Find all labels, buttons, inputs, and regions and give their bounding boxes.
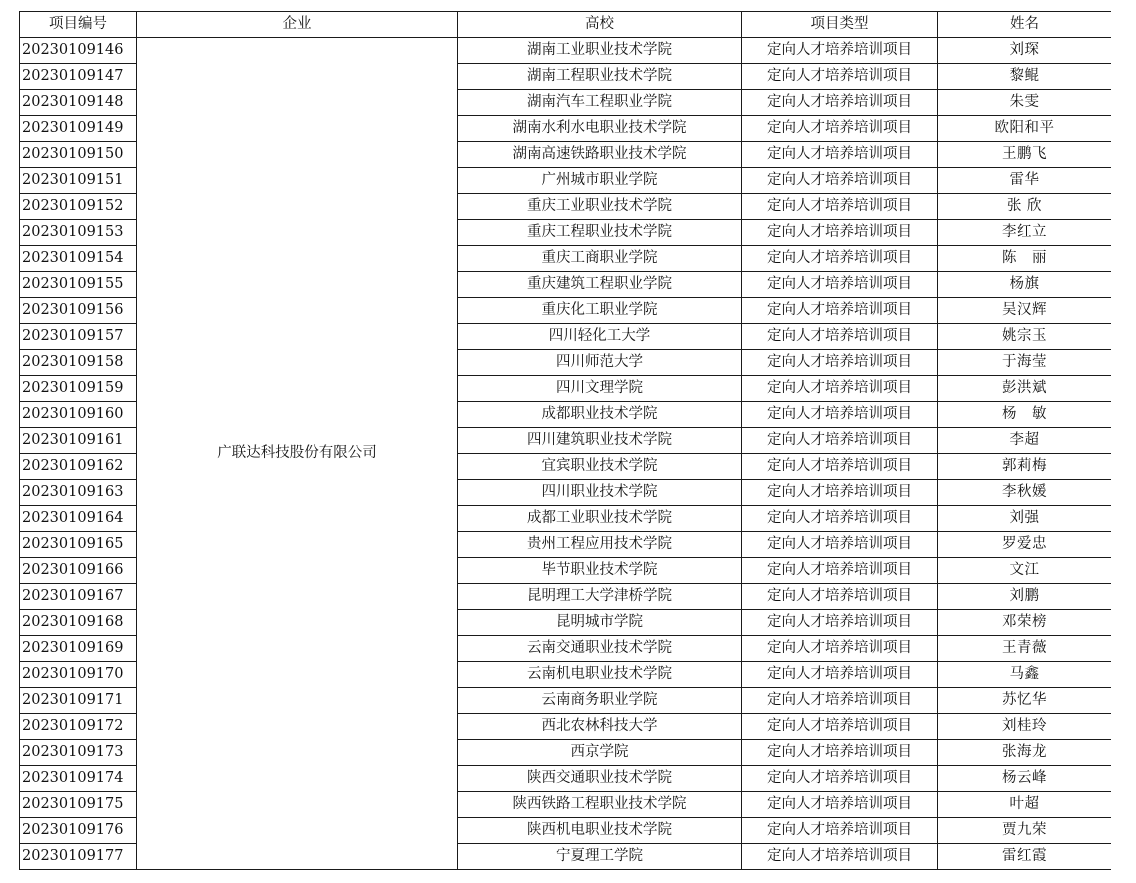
school-cell: 成都职业技术学院 — [458, 402, 742, 428]
header-name: 姓名 — [938, 12, 1112, 38]
project-type-cell: 定向人才培养培训项目 — [742, 766, 938, 792]
project-type-cell: 定向人才培养培训项目 — [742, 532, 938, 558]
project-id-cell: 20230109168 — [20, 610, 137, 636]
project-type-cell: 定向人才培养培训项目 — [742, 428, 938, 454]
project-type-cell: 定向人才培养培训项目 — [742, 584, 938, 610]
project-type-cell: 定向人才培养培训项目 — [742, 298, 938, 324]
project-type-cell: 定向人才培养培训项目 — [742, 714, 938, 740]
school-cell: 重庆工商职业学院 — [458, 246, 742, 272]
school-cell: 四川建筑职业技术学院 — [458, 428, 742, 454]
school-cell: 湖南水利水电职业技术学院 — [458, 116, 742, 142]
person-name-cell: 王鹏飞 — [938, 142, 1112, 168]
person-name-cell: 刘鹏 — [938, 584, 1112, 610]
person-name-cell: 李红立 — [938, 220, 1112, 246]
project-id-cell: 20230109156 — [20, 298, 137, 324]
project-id-cell: 20230109159 — [20, 376, 137, 402]
project-id-cell: 20230109173 — [20, 740, 137, 766]
person-name-cell: 姚宗玉 — [938, 324, 1112, 350]
person-name-cell: 王青薇 — [938, 636, 1112, 662]
person-name-cell: 雷华 — [938, 168, 1112, 194]
project-id-cell: 20230109155 — [20, 272, 137, 298]
school-cell: 湖南工业职业技术学院 — [458, 38, 742, 64]
project-type-cell: 定向人才培养培训项目 — [742, 272, 938, 298]
project-id-cell: 20230109169 — [20, 636, 137, 662]
project-id-cell: 20230109174 — [20, 766, 137, 792]
person-name-cell: 彭洪斌 — [938, 376, 1112, 402]
project-id-cell: 20230109170 — [20, 662, 137, 688]
project-type-cell: 定向人才培养培训项目 — [742, 350, 938, 376]
project-id-cell: 20230109148 — [20, 90, 137, 116]
school-cell: 昆明理工大学津桥学院 — [458, 584, 742, 610]
project-id-cell: 20230109176 — [20, 818, 137, 844]
project-type-cell: 定向人才培养培训项目 — [742, 454, 938, 480]
project-id-cell: 20230109164 — [20, 506, 137, 532]
person-name-cell: 刘桂玲 — [938, 714, 1112, 740]
project-id-cell: 20230109165 — [20, 532, 137, 558]
school-cell: 重庆建筑工程职业学院 — [458, 272, 742, 298]
project-type-cell: 定向人才培养培训项目 — [742, 506, 938, 532]
project-type-cell: 定向人才培养培训项目 — [742, 792, 938, 818]
person-name-cell: 李超 — [938, 428, 1112, 454]
project-type-cell: 定向人才培养培训项目 — [742, 142, 938, 168]
person-name-cell: 贾九荣 — [938, 818, 1112, 844]
person-name-cell: 李秋媛 — [938, 480, 1112, 506]
person-name-cell: 雷红霞 — [938, 844, 1112, 870]
project-type-cell: 定向人才培养培训项目 — [742, 844, 938, 870]
school-cell: 重庆工业职业技术学院 — [458, 194, 742, 220]
project-type-cell: 定向人才培养培训项目 — [742, 324, 938, 350]
person-name-cell: 杨云峰 — [938, 766, 1112, 792]
project-id-cell: 20230109177 — [20, 844, 137, 870]
project-id-cell: 20230109149 — [20, 116, 137, 142]
project-id-cell: 20230109157 — [20, 324, 137, 350]
project-type-cell: 定向人才培养培训项目 — [742, 376, 938, 402]
project-id-cell: 20230109171 — [20, 688, 137, 714]
school-cell: 昆明城市学院 — [458, 610, 742, 636]
school-cell: 湖南汽车工程职业学院 — [458, 90, 742, 116]
person-name-cell: 邓荣榜 — [938, 610, 1112, 636]
person-name-cell: 于海莹 — [938, 350, 1112, 376]
project-id-cell: 20230109146 — [20, 38, 137, 64]
project-id-cell: 20230109172 — [20, 714, 137, 740]
table-row — [20, 38, 1112, 64]
table-body — [20, 38, 1112, 870]
school-cell: 贵州工程应用技术学院 — [458, 532, 742, 558]
person-name-cell: 张 欣 — [938, 194, 1112, 220]
project-id-cell: 20230109154 — [20, 246, 137, 272]
header-project-id: 项目编号 — [20, 12, 137, 38]
project-type-cell: 定向人才培养培训项目 — [742, 402, 938, 428]
header-school: 高校 — [458, 12, 742, 38]
school-cell: 云南商务职业学院 — [458, 688, 742, 714]
school-cell: 宁夏理工学院 — [458, 844, 742, 870]
header-project-type: 项目类型 — [742, 12, 938, 38]
school-cell: 陕西机电职业技术学院 — [458, 818, 742, 844]
header-company: 企业 — [137, 12, 458, 38]
school-cell: 广州城市职业学院 — [458, 168, 742, 194]
project-id-cell: 20230109160 — [20, 402, 137, 428]
school-cell: 毕节职业技术学院 — [458, 558, 742, 584]
project-id-cell: 20230109150 — [20, 142, 137, 168]
project-type-cell: 定向人才培养培训项目 — [742, 90, 938, 116]
project-id-cell: 20230109158 — [20, 350, 137, 376]
project-id-cell: 20230109175 — [20, 792, 137, 818]
school-cell: 云南机电职业技术学院 — [458, 662, 742, 688]
project-type-cell: 定向人才培养培训项目 — [742, 688, 938, 714]
project-type-cell: 定向人才培养培训项目 — [742, 740, 938, 766]
person-name-cell: 苏忆华 — [938, 688, 1112, 714]
school-cell: 湖南高速铁路职业技术学院 — [458, 142, 742, 168]
person-name-cell: 朱雯 — [938, 90, 1112, 116]
school-cell: 四川师范大学 — [458, 350, 742, 376]
person-name-cell: 陈 丽 — [938, 246, 1112, 272]
school-cell: 成都工业职业技术学院 — [458, 506, 742, 532]
school-cell: 重庆工程职业技术学院 — [458, 220, 742, 246]
person-name-cell: 张海龙 — [938, 740, 1112, 766]
header-row — [20, 12, 1112, 38]
project-sheet — [19, 11, 1111, 883]
project-type-cell: 定向人才培养培训项目 — [742, 480, 938, 506]
project-id-cell: 20230109152 — [20, 194, 137, 220]
person-name-cell: 吴汉辉 — [938, 298, 1112, 324]
school-cell: 陕西交通职业技术学院 — [458, 766, 742, 792]
project-type-cell: 定向人才培养培训项目 — [742, 220, 938, 246]
person-name-cell: 杨 敏 — [938, 402, 1112, 428]
project-type-cell: 定向人才培养培训项目 — [742, 662, 938, 688]
person-name-cell: 杨旗 — [938, 272, 1112, 298]
school-cell: 四川文理学院 — [458, 376, 742, 402]
project-table — [19, 11, 1111, 870]
school-cell: 湖南工程职业技术学院 — [458, 64, 742, 90]
school-cell: 重庆化工职业学院 — [458, 298, 742, 324]
company-cell: 广联达科技股份有限公司 — [137, 38, 458, 870]
school-cell: 四川职业技术学院 — [458, 480, 742, 506]
person-name-cell: 马鑫 — [938, 662, 1112, 688]
project-type-cell: 定向人才培养培训项目 — [742, 636, 938, 662]
project-type-cell: 定向人才培养培训项目 — [742, 194, 938, 220]
person-name-cell: 刘强 — [938, 506, 1112, 532]
person-name-cell: 郭莉梅 — [938, 454, 1112, 480]
school-cell: 陕西铁路工程职业技术学院 — [458, 792, 742, 818]
school-cell: 云南交通职业技术学院 — [458, 636, 742, 662]
school-cell: 宜宾职业技术学院 — [458, 454, 742, 480]
project-type-cell: 定向人才培养培训项目 — [742, 64, 938, 90]
project-type-cell: 定向人才培养培训项目 — [742, 116, 938, 142]
person-name-cell: 刘琛 — [938, 38, 1112, 64]
project-id-cell: 20230109153 — [20, 220, 137, 246]
project-type-cell: 定向人才培养培训项目 — [742, 818, 938, 844]
school-cell: 西北农林科技大学 — [458, 714, 742, 740]
project-type-cell: 定向人才培养培训项目 — [742, 168, 938, 194]
person-name-cell: 黎鲲 — [938, 64, 1112, 90]
school-cell: 四川轻化工大学 — [458, 324, 742, 350]
person-name-cell: 欧阳和平 — [938, 116, 1112, 142]
person-name-cell: 文江 — [938, 558, 1112, 584]
project-type-cell: 定向人才培养培训项目 — [742, 246, 938, 272]
project-id-cell: 20230109147 — [20, 64, 137, 90]
person-name-cell: 叶超 — [938, 792, 1112, 818]
project-type-cell: 定向人才培养培训项目 — [742, 558, 938, 584]
project-id-cell: 20230109151 — [20, 168, 137, 194]
person-name-cell: 罗爱忠 — [938, 532, 1112, 558]
project-id-cell: 20230109163 — [20, 480, 137, 506]
project-id-cell: 20230109162 — [20, 454, 137, 480]
project-id-cell: 20230109167 — [20, 584, 137, 610]
school-cell: 西京学院 — [458, 740, 742, 766]
project-type-cell: 定向人才培养培训项目 — [742, 38, 938, 64]
project-id-cell: 20230109161 — [20, 428, 137, 454]
project-type-cell: 定向人才培养培训项目 — [742, 610, 938, 636]
project-id-cell: 20230109166 — [20, 558, 137, 584]
